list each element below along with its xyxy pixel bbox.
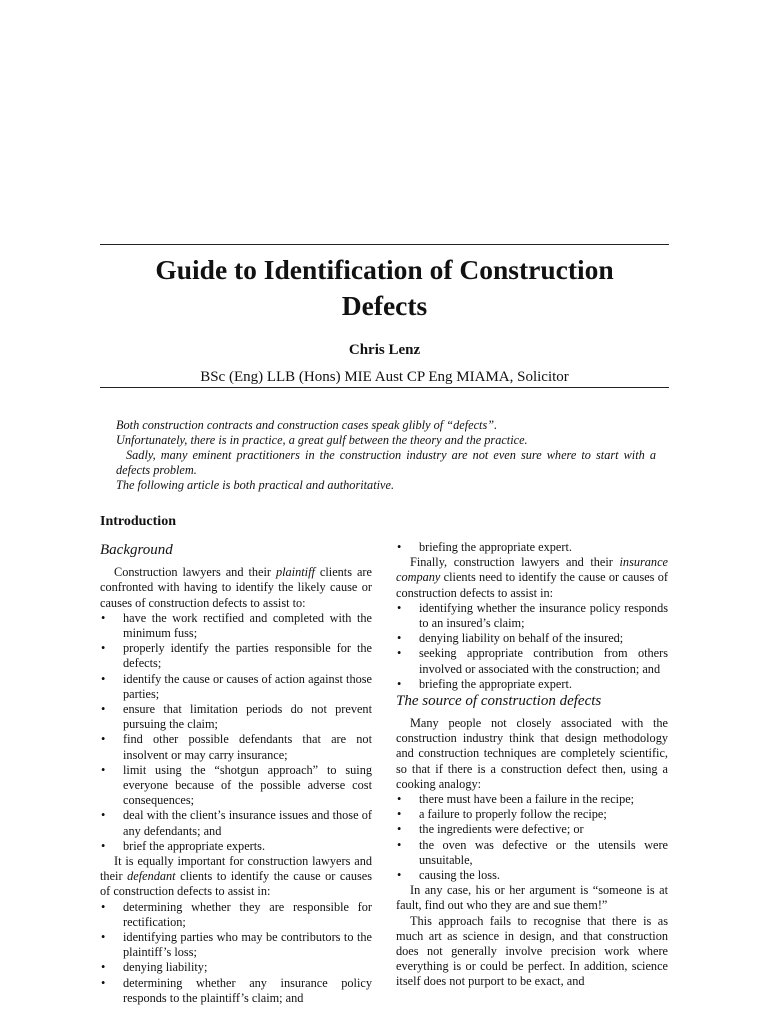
author-qualifications: BSc (Eng) LLB (Hons) MIE Aust CP Eng MIAMA, Solicitor: [200, 369, 569, 385]
list-item: • briefing the appropriate expert.: [396, 540, 668, 555]
header-rule: [100, 387, 669, 388]
text: clients are confronted with having to identify the likely cause or causes of construction defects to assist to:: [100, 565, 372, 610]
paragraph: This approach fails to recognise that there is as much art as science in design, and that construction does not generally involve precision work where everything is or could be perfect. In addition, science itself does not purport to be exact, and: [396, 913, 668, 989]
text: clients need to identify the cause or causes of construction defects to assist in:: [396, 570, 668, 600]
title-line-1: Guide to Identification of Construction: [155, 254, 614, 285]
bullet-list: [100, 611, 372, 854]
right-column: [396, 540, 668, 990]
abstract: [116, 418, 656, 493]
text: clients to identify the cause or causes of construction defects to assist in:: [100, 869, 373, 899]
emphasis: defendant: [127, 869, 176, 884]
left-column: [100, 514, 372, 1006]
list-item: • limit using the “shotgun approach” to suing everyone because of the possible adverse cost consequences;: [100, 763, 372, 809]
bullet-list: [396, 792, 668, 883]
emphasis: insurance company: [396, 555, 668, 585]
list-item: • identifying parties who may be contributors to the plaintiff’s loss;: [100, 930, 372, 960]
abstract-line: The following article is both practical and authoritative.: [116, 478, 395, 492]
introduction-heading: Introduction: [100, 514, 176, 529]
bullet-list: [396, 540, 668, 555]
title-line-2: Defects: [341, 290, 428, 321]
list-item: • denying liability on behalf of the insured;: [396, 631, 668, 646]
list-item: • determining whether they are responsible for rectification;: [100, 900, 372, 930]
list-item: • denying liability;: [100, 960, 372, 975]
text: Finally, construction lawyers and their: [410, 555, 620, 570]
abstract-line: Sadly, many eminent practitioners in the construction industry are not even sure where to start with a defects problem.: [116, 448, 656, 477]
list-item: • properly identify the parties responsible for the defects;: [100, 641, 372, 671]
abstract-line: Unfortunately, there is in practice, a great gulf between the theory and the practice.: [116, 433, 528, 447]
author-name: Chris Lenz: [348, 342, 421, 358]
list-item: • seeking appropriate contribution from others involved or associated with the construction; and: [396, 646, 668, 676]
list-item: • there must have been a failure in the recipe;: [396, 792, 668, 807]
abstract-line: Both construction contracts and construction cases speak glibly of “defects”.: [116, 418, 498, 432]
list-item: • a failure to properly follow the recipe;: [396, 807, 668, 822]
list-item: • identify the cause or causes of action against those parties;: [100, 672, 372, 702]
paragraph: In any case, his or her argument is “someone is at fault, find out who they are and sue them!”: [396, 883, 668, 913]
background-heading: Background: [100, 542, 173, 559]
paragraph: Many people not closely associated with the construction industry think that design methodology and construction techniques are completely scientific, so that if there is a construction defect then, using a cooking analogy:: [396, 716, 668, 791]
source-of-defects-heading: The source of construction defects: [396, 693, 602, 710]
list-item: • deal with the client’s insurance issues and those of any defendants; and: [100, 808, 372, 838]
paragraph: [396, 555, 668, 601]
list-item: • find other possible defendants that are not insolvent or may carry insurance;: [100, 732, 372, 762]
list-item: • briefing the appropriate expert.: [396, 677, 668, 692]
list-item: • the ingredients were defective; or: [396, 822, 668, 837]
list-item: • determining whether any insurance policy responds to the plaintiff’s claim; and: [100, 976, 372, 1006]
text: It is equally important for construction lawyers and their: [100, 854, 372, 884]
top-rule: [100, 244, 669, 245]
paragraph: [100, 854, 372, 900]
bullet-list: [100, 900, 372, 1006]
list-item: • have the work rectified and completed with the minimum fuss;: [100, 611, 372, 641]
list-item: • the oven was defective or the utensils were unsuitable,: [396, 838, 668, 868]
text: Construction lawyers and their: [114, 565, 276, 580]
paragraph: [100, 565, 372, 611]
bullet-list: [396, 601, 668, 692]
document-title: [100, 252, 669, 324]
list-item: • causing the loss.: [396, 868, 668, 883]
list-item: • ensure that limitation periods do not prevent pursuing the claim;: [100, 702, 372, 732]
list-item: • brief the appropriate experts.: [100, 839, 372, 854]
list-item: • identifying whether the insurance policy responds to an insured’s claim;: [396, 601, 668, 631]
emphasis: plaintiff: [275, 565, 315, 580]
